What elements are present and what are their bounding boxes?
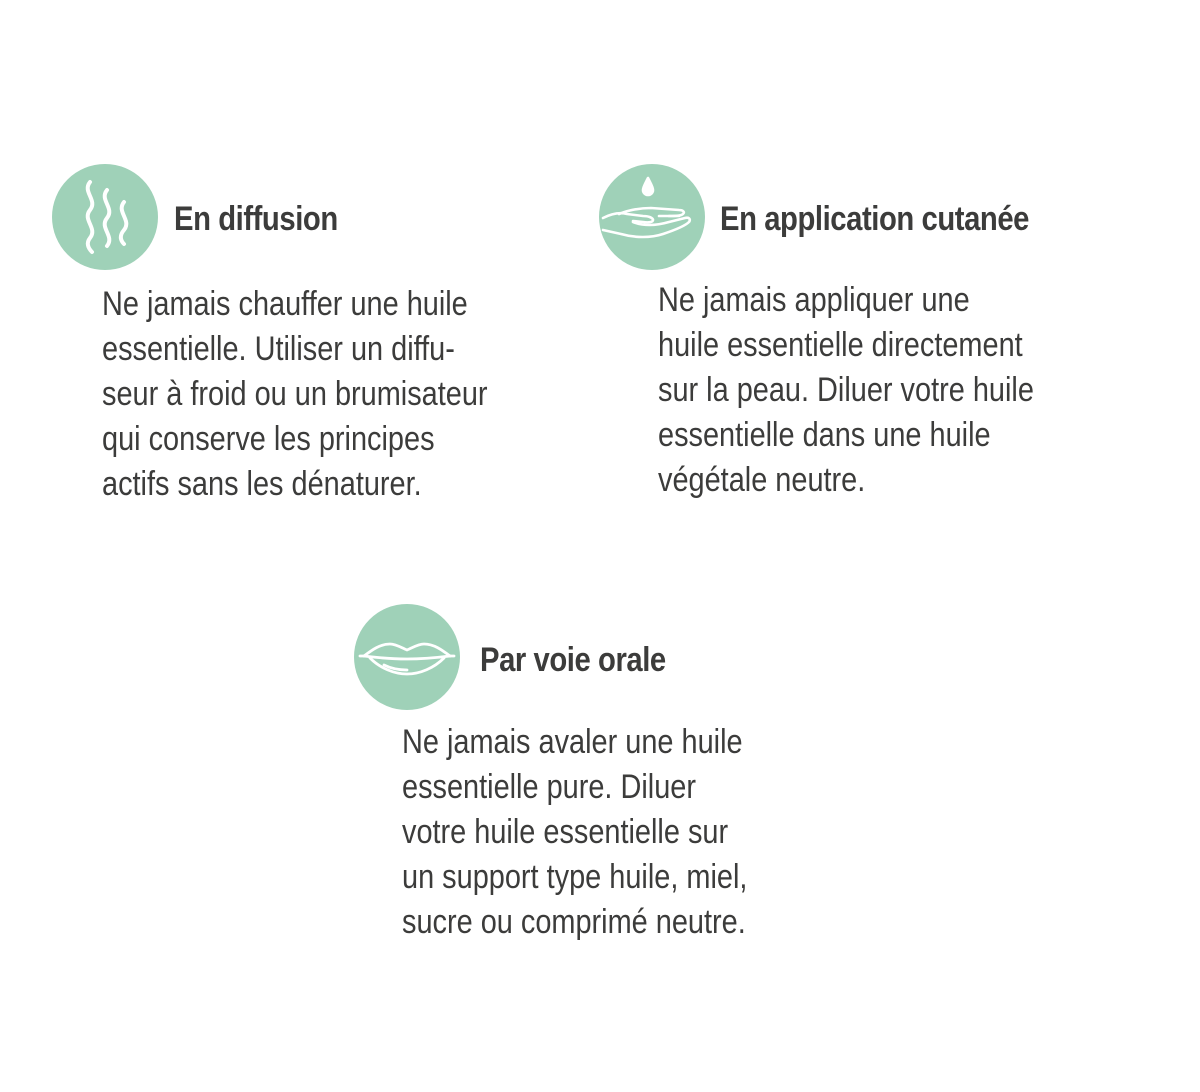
body-line: sucre ou comprimé neutre. bbox=[402, 903, 746, 941]
section-body bbox=[102, 282, 488, 507]
body-line: Ne jamais appliquer une bbox=[658, 281, 970, 319]
body-line: actifs sans les dénaturer. bbox=[102, 465, 422, 503]
body-line: essentielle pure. Diluer bbox=[402, 768, 696, 806]
section-title: Par voie orale bbox=[480, 641, 666, 679]
body-line: Ne jamais avaler une huile bbox=[402, 723, 743, 761]
lips-icon bbox=[354, 604, 460, 710]
body-line: végétale neutre. bbox=[658, 461, 866, 499]
body-line: qui conserve les principes bbox=[102, 420, 435, 458]
section-title: En application cutanée bbox=[720, 200, 1030, 238]
section-body bbox=[402, 720, 747, 945]
body-line: huile essentielle directement bbox=[658, 326, 1023, 364]
body-line: votre huile essentielle sur bbox=[402, 813, 729, 851]
steam-waves-icon bbox=[52, 164, 158, 270]
section-body bbox=[658, 278, 1034, 503]
body-line: sur la peau. Diluer votre huile bbox=[658, 371, 1034, 409]
body-line: seur à froid ou un brumisateur bbox=[102, 375, 488, 413]
section-title: En diffusion bbox=[174, 200, 338, 238]
body-line: essentielle dans une huile bbox=[658, 416, 991, 454]
hand-drop-icon bbox=[599, 164, 705, 270]
body-line: essentielle. Utiliser un diffu- bbox=[102, 330, 455, 368]
body-line: Ne jamais chauffer une huile bbox=[102, 285, 468, 323]
body-line: un support type huile, miel, bbox=[402, 858, 748, 896]
